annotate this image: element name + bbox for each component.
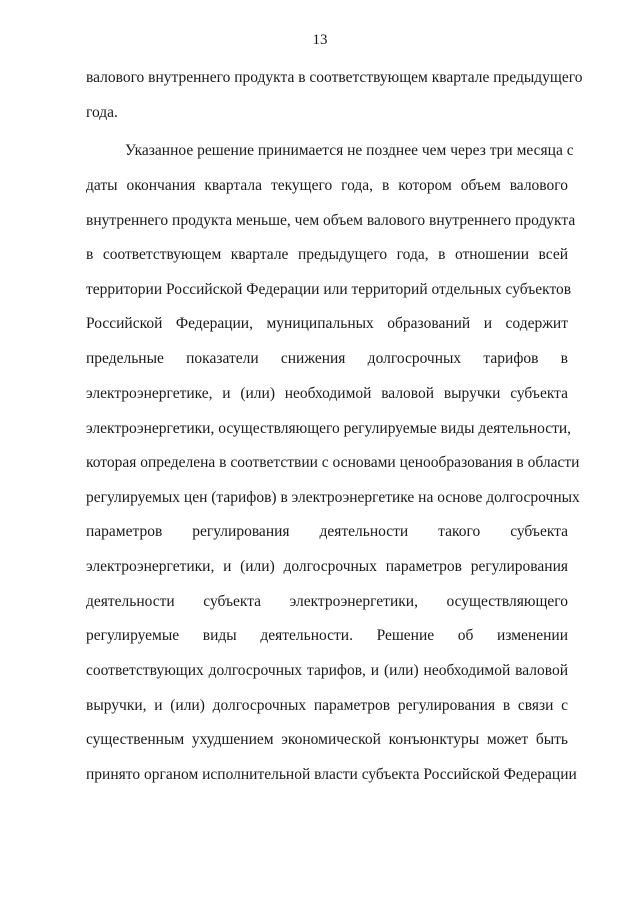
text-line: электроэнергетики, и (или) долгосрочных параметров регулирования	[86, 558, 568, 575]
text-line: деятельности субъекта электроэнергетики, осуществляющего	[86, 593, 568, 610]
text-line: выручки, и (или) долгосрочных параметров регулирования в связи с	[86, 697, 568, 714]
text-line: валового внутреннего продукта в соответствующем квартале предыдущего	[86, 69, 583, 86]
text-line: предельные показатели снижения долгосрочных тарифов в	[86, 350, 568, 367]
text-line: существенным ухудшением экономической конъюнктуры может быть	[86, 731, 568, 748]
text-line: принято органом исполнительной власти субъекта Российской Федерации	[86, 766, 577, 783]
text-line: даты окончания квартала текущего года, в котором объем валового	[86, 177, 568, 194]
text-line: внутреннего продукта меньше, чем объем валового внутреннего продукта	[86, 212, 576, 229]
text-line: года.	[86, 104, 118, 121]
text-line: Указанное решение принимается не позднее чем через три месяца с	[125, 142, 574, 159]
text-line: регулируемых цен (тарифов) в электроэнергетике на основе долгосрочных	[86, 489, 580, 506]
text-line: которая определена в соответствии с основами ценообразования в области	[86, 454, 580, 471]
text-line: территории Российской Федерации или территорий отдельных субъектов	[86, 281, 572, 298]
text-line: Российской Федерации, муниципальных образований и содержит	[86, 315, 568, 332]
text-line: в соответствующем квартале предыдущего года, в отношении всей	[86, 246, 568, 263]
page-number: 13	[312, 32, 328, 48]
text-line: соответствующих долгосрочных тарифов, и (или) необходимой валовой	[86, 662, 568, 679]
text-line: регулируемые виды деятельности. Решение об изменении	[86, 627, 568, 644]
text-line: электроэнергетике, и (или) необходимой валовой выручки субъекта	[86, 385, 568, 402]
text-line: электроэнергетики, осуществляющего регулируемые виды деятельности,	[86, 420, 572, 437]
text-line: параметров регулирования деятельности такого субъекта	[86, 523, 568, 540]
